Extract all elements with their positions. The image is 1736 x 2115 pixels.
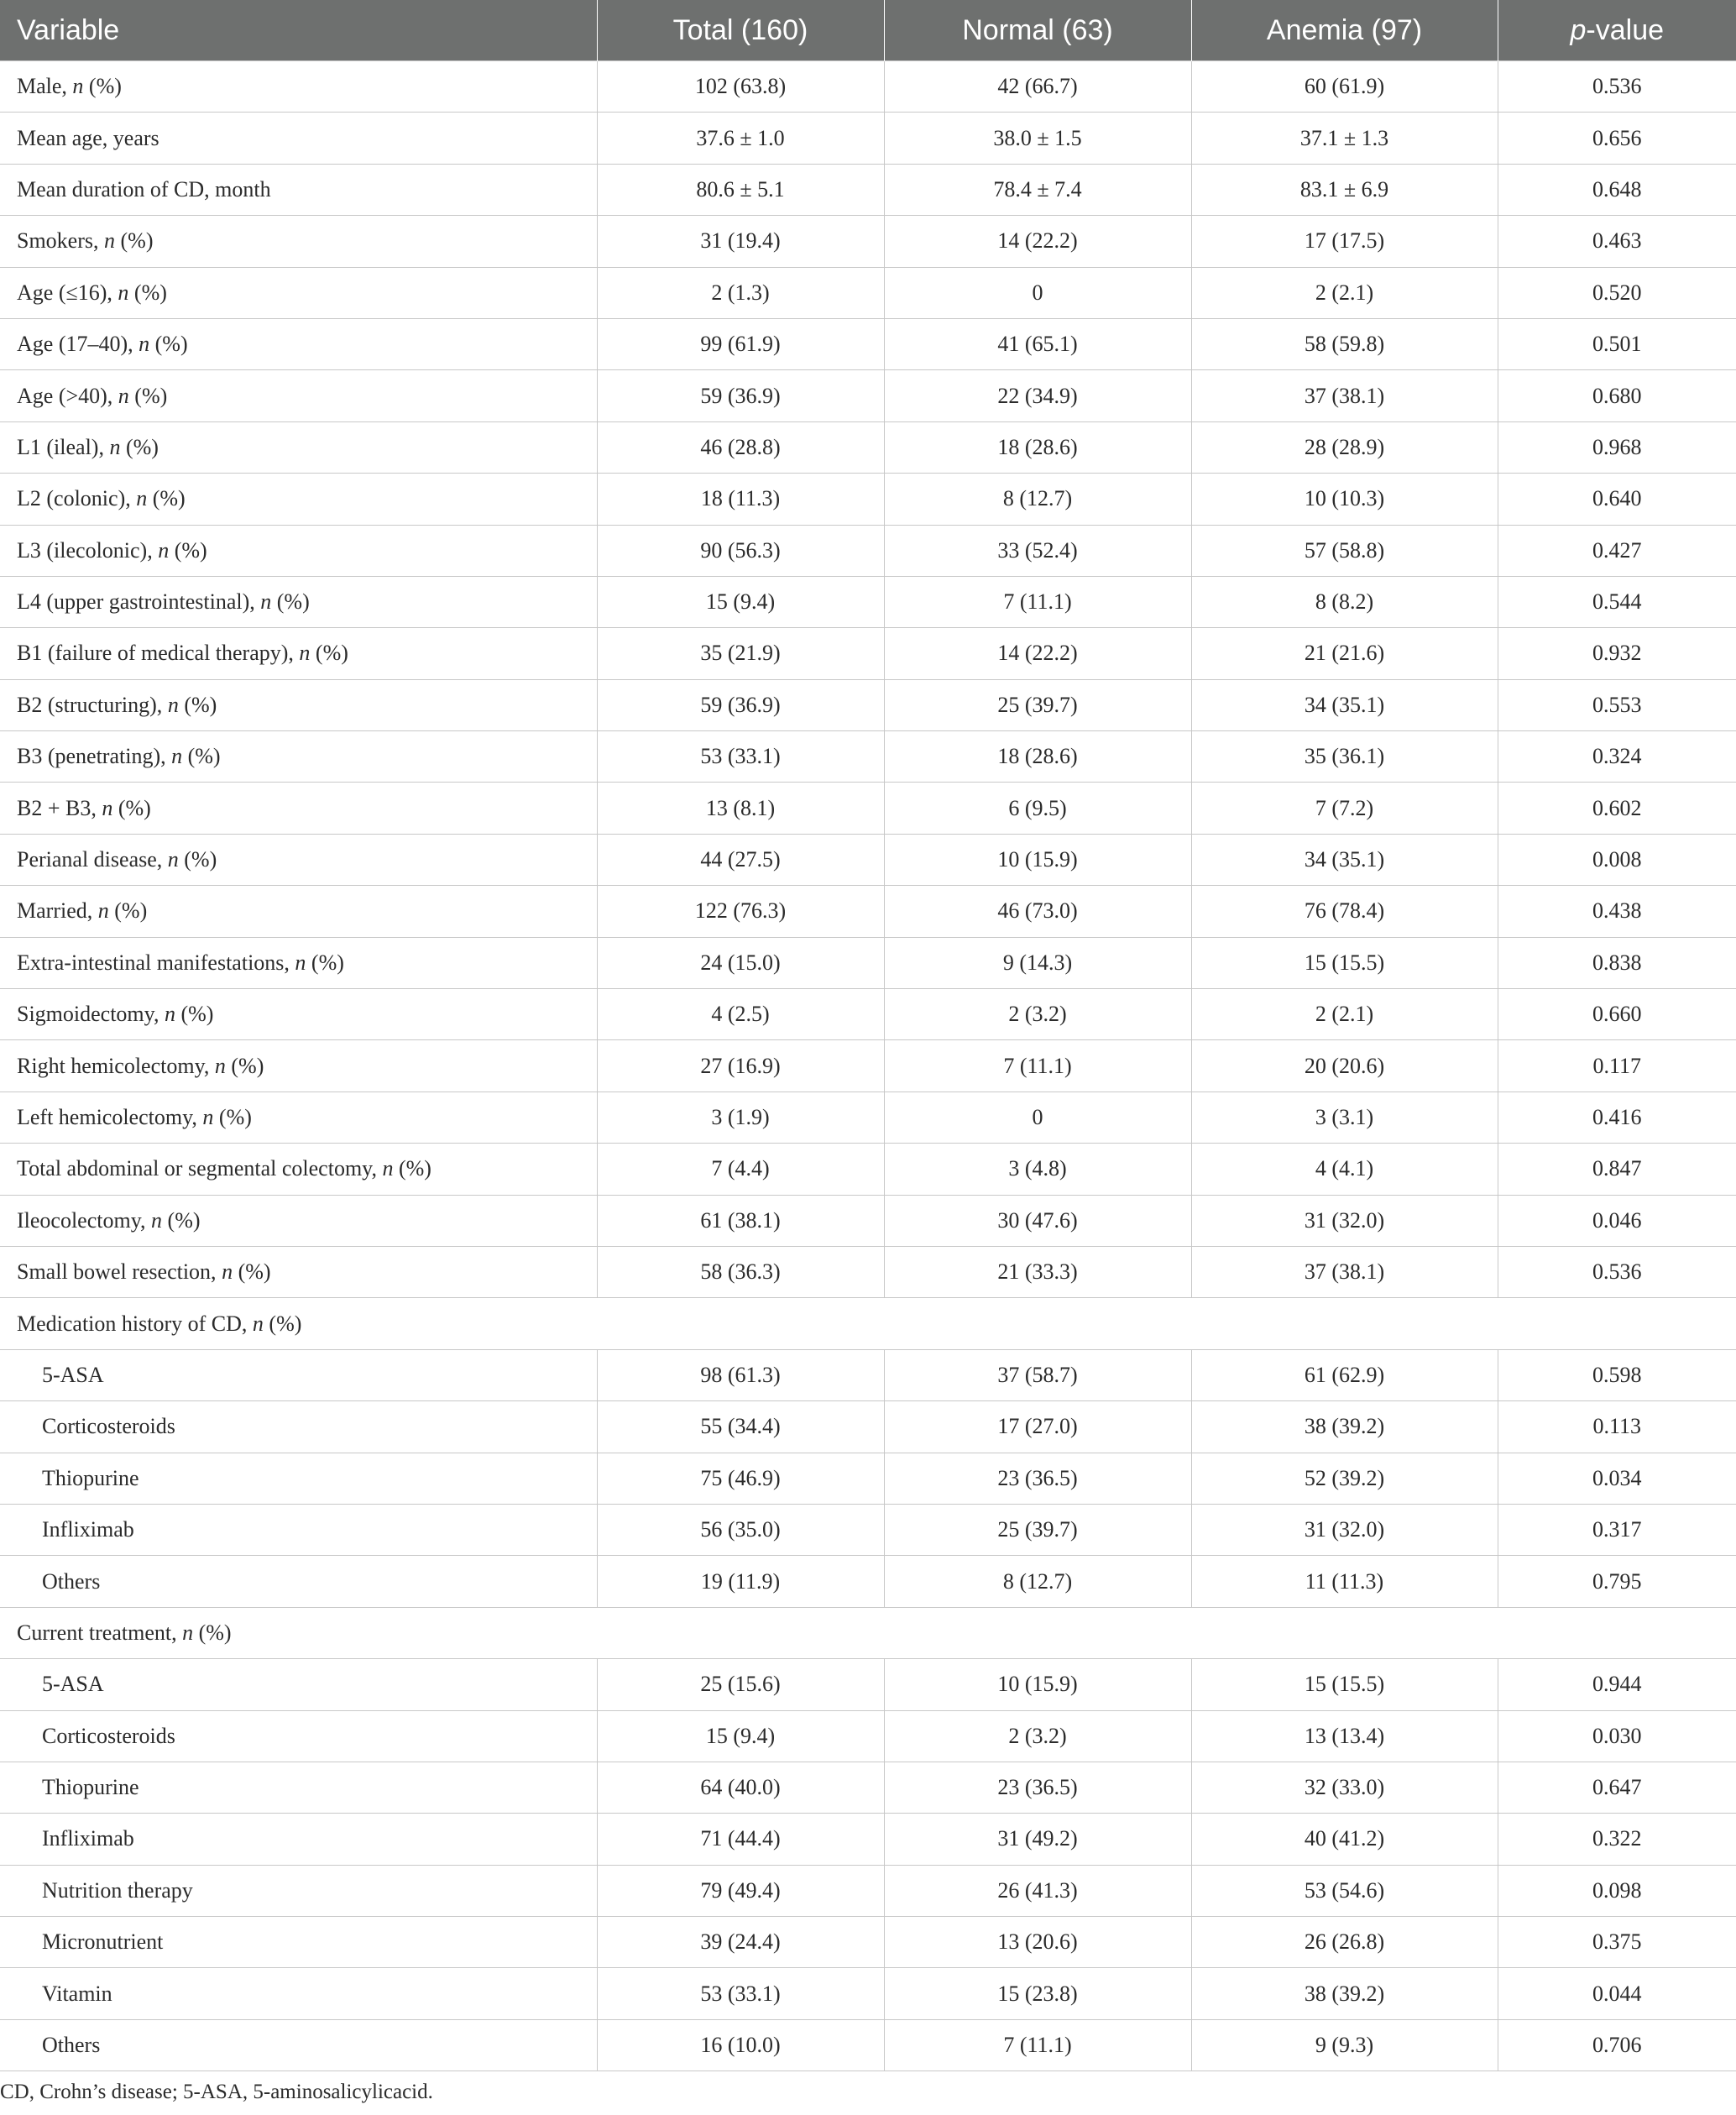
row-label: Sigmoidectomy, n (%) [0, 989, 597, 1040]
cell-p-value: 0.944 [1498, 1659, 1736, 1710]
row-label: Ileocolectomy, n (%) [0, 1195, 597, 1246]
row-label: B2 (structuring), n (%) [0, 679, 597, 730]
cell-anemia: 34 (35.1) [1191, 834, 1498, 885]
table-row [0, 474, 1736, 525]
cell-p-value: 0.438 [1498, 886, 1736, 937]
table-row [0, 1144, 1736, 1195]
cell-normal: 25 (39.7) [884, 1504, 1191, 1555]
cell-total: 4 (2.5) [597, 989, 884, 1040]
cell-p-value: 0.375 [1498, 1917, 1736, 1968]
cell-normal: 3 (4.8) [884, 1144, 1191, 1195]
cell-normal: 7 (11.1) [884, 1040, 1191, 1092]
cell-anemia: 34 (35.1) [1191, 679, 1498, 730]
cell-p-value: 0.660 [1498, 989, 1736, 1040]
table-row [0, 886, 1736, 937]
cell-total: 3 (1.9) [597, 1092, 884, 1143]
table-row [0, 1040, 1736, 1092]
cell-normal: 0 [884, 1092, 1191, 1143]
cell-normal: 42 (66.7) [884, 61, 1191, 113]
cell-p-value: 0.602 [1498, 783, 1736, 834]
cell-normal: 8 (12.7) [884, 1556, 1191, 1607]
cell-p-value: 0.647 [1498, 1762, 1736, 1813]
table-row [0, 164, 1736, 215]
cell-anemia: 61 (62.9) [1191, 1349, 1498, 1400]
cell-normal: 31 (49.2) [884, 1814, 1191, 1865]
table-row [0, 1556, 1736, 1607]
cell-p-value: 0.656 [1498, 113, 1736, 164]
cell-total: 13 (8.1) [597, 783, 884, 834]
table-row [0, 783, 1736, 834]
table-row [0, 1195, 1736, 1246]
cell-p-value: 0.501 [1498, 318, 1736, 369]
table-row [0, 1814, 1736, 1865]
cell-anemia: 11 (11.3) [1191, 1556, 1498, 1607]
cell-p-value: 0.046 [1498, 1195, 1736, 1246]
row-label: Corticosteroids [0, 1401, 597, 1453]
cell-anemia: 2 (2.1) [1191, 267, 1498, 318]
cell-p-value: 0.544 [1498, 576, 1736, 627]
cell-anemia: 8 (8.2) [1191, 576, 1498, 627]
cell-normal: 7 (11.1) [884, 2019, 1191, 2071]
cell-anemia: 9 (9.3) [1191, 2019, 1498, 2071]
cell-normal: 23 (36.5) [884, 1762, 1191, 1813]
cell-total: 58 (36.3) [597, 1246, 884, 1297]
cell-total: 61 (38.1) [597, 1195, 884, 1246]
cell-total: 122 (76.3) [597, 886, 884, 937]
cell-normal: 2 (3.2) [884, 989, 1191, 1040]
table-row [0, 1092, 1736, 1143]
cell-anemia: 83.1 ± 6.9 [1191, 164, 1498, 215]
table-row [0, 61, 1736, 113]
cell-total: 18 (11.3) [597, 474, 884, 525]
cell-total: 15 (9.4) [597, 1710, 884, 1762]
row-label: L4 (upper gastrointestinal), n (%) [0, 576, 597, 627]
cell-total: 19 (11.9) [597, 1556, 884, 1607]
cell-total: 46 (28.8) [597, 421, 884, 473]
row-label: Mean age, years [0, 113, 597, 164]
cell-normal: 2 (3.2) [884, 1710, 1191, 1762]
cell-anemia: 31 (32.0) [1191, 1195, 1498, 1246]
cell-total: 98 (61.3) [597, 1349, 884, 1400]
table-row [0, 1710, 1736, 1762]
cell-anemia: 35 (36.1) [1191, 731, 1498, 783]
cell-p-value: 0.680 [1498, 370, 1736, 421]
section-label: Medication history of CD, n (%) [0, 1298, 1736, 1349]
cell-p-value: 0.317 [1498, 1504, 1736, 1555]
cell-normal: 25 (39.7) [884, 679, 1191, 730]
cell-total: 44 (27.5) [597, 834, 884, 885]
row-label: Infliximab [0, 1814, 597, 1865]
table-row [0, 628, 1736, 679]
cell-p-value: 0.324 [1498, 731, 1736, 783]
cell-normal: 0 [884, 267, 1191, 318]
cell-total: 99 (61.9) [597, 318, 884, 369]
row-label: Perianal disease, n (%) [0, 834, 597, 885]
row-label: Thiopurine [0, 1762, 597, 1813]
cell-anemia: 37 (38.1) [1191, 370, 1498, 421]
cell-p-value: 0.536 [1498, 1246, 1736, 1297]
table-row [0, 937, 1736, 988]
table-row [0, 1917, 1736, 1968]
cell-p-value: 0.030 [1498, 1710, 1736, 1762]
cell-normal: 13 (20.6) [884, 1917, 1191, 1968]
cell-normal: 38.0 ± 1.5 [884, 113, 1191, 164]
table-row [0, 1349, 1736, 1400]
cell-p-value: 0.113 [1498, 1401, 1736, 1453]
cell-total: 59 (36.9) [597, 370, 884, 421]
cell-total: 39 (24.4) [597, 1917, 884, 1968]
cell-anemia: 3 (3.1) [1191, 1092, 1498, 1143]
table-row [0, 370, 1736, 421]
cell-anemia: 40 (41.2) [1191, 1814, 1498, 1865]
cell-p-value: 0.034 [1498, 1453, 1736, 1504]
cell-anemia: 28 (28.9) [1191, 421, 1498, 473]
cell-anemia: 15 (15.5) [1191, 937, 1498, 988]
row-label: Male, n (%) [0, 61, 597, 113]
row-label: Micronutrient [0, 1917, 597, 1968]
cell-normal: 10 (15.9) [884, 1659, 1191, 1710]
cell-total: 59 (36.9) [597, 679, 884, 730]
cell-anemia: 38 (39.2) [1191, 1401, 1498, 1453]
cell-normal: 18 (28.6) [884, 421, 1191, 473]
table-footnote: CD, Crohn’s disease; 5-ASA, 5-aminosalicylicacid. [0, 2081, 433, 2103]
cell-p-value: 0.463 [1498, 216, 1736, 267]
cell-anemia: 57 (58.8) [1191, 525, 1498, 576]
cell-anemia: 26 (26.8) [1191, 1917, 1498, 1968]
cell-normal: 6 (9.5) [884, 783, 1191, 834]
cell-p-value: 0.847 [1498, 1144, 1736, 1195]
cell-total: 24 (15.0) [597, 937, 884, 988]
row-label: 5-ASA [0, 1349, 597, 1400]
cell-total: 79 (49.4) [597, 1865, 884, 1916]
cell-p-value: 0.598 [1498, 1349, 1736, 1400]
cell-anemia: 2 (2.1) [1191, 989, 1498, 1040]
cell-normal: 8 (12.7) [884, 474, 1191, 525]
cell-total: 37.6 ± 1.0 [597, 113, 884, 164]
table-row [0, 525, 1736, 576]
cell-p-value: 0.795 [1498, 1556, 1736, 1607]
cell-p-value: 0.044 [1498, 1968, 1736, 2019]
row-label: Age (≤16), n (%) [0, 267, 597, 318]
cell-p-value: 0.968 [1498, 421, 1736, 473]
table-row [0, 1865, 1736, 1916]
row-label: Extra-intestinal manifestations, n (%) [0, 937, 597, 988]
cell-total: 16 (10.0) [597, 2019, 884, 2071]
cell-anemia: 15 (15.5) [1191, 1659, 1498, 1710]
cell-total: 27 (16.9) [597, 1040, 884, 1092]
cell-p-value: 0.553 [1498, 679, 1736, 730]
cell-total: 7 (4.4) [597, 1144, 884, 1195]
cell-total: 35 (21.9) [597, 628, 884, 679]
cell-anemia: 53 (54.6) [1191, 1865, 1498, 1916]
cell-anemia: 21 (21.6) [1191, 628, 1498, 679]
row-label: Infliximab [0, 1504, 597, 1555]
table-row [0, 1968, 1736, 2019]
row-label: Mean duration of CD, month [0, 164, 597, 215]
header-row [0, 0, 1736, 61]
cell-anemia: 20 (20.6) [1191, 1040, 1498, 1092]
cell-p-value: 0.322 [1498, 1814, 1736, 1865]
section-row [0, 1298, 1736, 1349]
header-variable: Variable [0, 0, 597, 61]
section-label: Current treatment, n (%) [0, 1607, 1736, 1658]
table-row [0, 989, 1736, 1040]
row-label: L2 (colonic), n (%) [0, 474, 597, 525]
cell-normal: 14 (22.2) [884, 628, 1191, 679]
cell-anemia: 17 (17.5) [1191, 216, 1498, 267]
cell-normal: 18 (28.6) [884, 731, 1191, 783]
cell-anemia: 76 (78.4) [1191, 886, 1498, 937]
cell-normal: 14 (22.2) [884, 216, 1191, 267]
cell-p-value: 0.117 [1498, 1040, 1736, 1092]
cell-total: 55 (34.4) [597, 1401, 884, 1453]
cell-normal: 46 (73.0) [884, 886, 1191, 937]
cell-p-value: 0.838 [1498, 937, 1736, 988]
cell-p-value: 0.932 [1498, 628, 1736, 679]
cell-normal: 21 (33.3) [884, 1246, 1191, 1297]
table-row [0, 1659, 1736, 1710]
cell-anemia: 32 (33.0) [1191, 1762, 1498, 1813]
cell-p-value: 0.520 [1498, 267, 1736, 318]
cell-anemia: 52 (39.2) [1191, 1453, 1498, 1504]
row-label: Others [0, 1556, 597, 1607]
cell-normal: 22 (34.9) [884, 370, 1191, 421]
cell-total: 2 (1.3) [597, 267, 884, 318]
cell-total: 71 (44.4) [597, 1814, 884, 1865]
table-body [0, 61, 1736, 2071]
cell-normal: 78.4 ± 7.4 [884, 164, 1191, 215]
row-label: Married, n (%) [0, 886, 597, 937]
row-label: L3 (ilecolonic), n (%) [0, 525, 597, 576]
cell-anemia: 38 (39.2) [1191, 1968, 1498, 2019]
table-row [0, 216, 1736, 267]
cell-normal: 41 (65.1) [884, 318, 1191, 369]
table-row [0, 1246, 1736, 1297]
cell-p-value: 0.008 [1498, 834, 1736, 885]
table-row [0, 267, 1736, 318]
cell-p-value: 0.427 [1498, 525, 1736, 576]
cell-p-value: 0.536 [1498, 61, 1736, 113]
cell-anemia: 31 (32.0) [1191, 1504, 1498, 1555]
row-label: Smokers, n (%) [0, 216, 597, 267]
row-label: Left hemicolectomy, n (%) [0, 1092, 597, 1143]
row-label: Age (17–40), n (%) [0, 318, 597, 369]
row-label: Others [0, 2019, 597, 2071]
table-row [0, 421, 1736, 473]
table-row [0, 1762, 1736, 1813]
cell-normal: 37 (58.7) [884, 1349, 1191, 1400]
cell-anemia: 37 (38.1) [1191, 1246, 1498, 1297]
row-label: 5-ASA [0, 1659, 597, 1710]
row-label: Nutrition therapy [0, 1865, 597, 1916]
cell-total: 102 (63.8) [597, 61, 884, 113]
cell-anemia: 13 (13.4) [1191, 1710, 1498, 1762]
table-row [0, 1504, 1736, 1555]
cell-anemia: 60 (61.9) [1191, 61, 1498, 113]
cell-normal: 15 (23.8) [884, 1968, 1191, 2019]
table-row [0, 1401, 1736, 1453]
cell-total: 90 (56.3) [597, 525, 884, 576]
cell-normal: 26 (41.3) [884, 1865, 1191, 1916]
cell-total: 64 (40.0) [597, 1762, 884, 1813]
row-label: L1 (ileal), n (%) [0, 421, 597, 473]
cell-p-value: 0.706 [1498, 2019, 1736, 2071]
cell-total: 31 (19.4) [597, 216, 884, 267]
header-normal: Normal (63) [884, 0, 1191, 61]
table-row [0, 576, 1736, 627]
table-row [0, 113, 1736, 164]
cell-total: 15 (9.4) [597, 576, 884, 627]
cell-total: 53 (33.1) [597, 731, 884, 783]
row-label: Vitamin [0, 1968, 597, 2019]
header-p-value: p-value [1498, 0, 1736, 61]
cell-normal: 7 (11.1) [884, 576, 1191, 627]
cell-anemia: 4 (4.1) [1191, 1144, 1498, 1195]
cell-total: 56 (35.0) [597, 1504, 884, 1555]
cell-total: 53 (33.1) [597, 1968, 884, 2019]
table-row [0, 679, 1736, 730]
row-label: Small bowel resection, n (%) [0, 1246, 597, 1297]
cell-anemia: 58 (59.8) [1191, 318, 1498, 369]
cell-normal: 30 (47.6) [884, 1195, 1191, 1246]
row-label: Corticosteroids [0, 1710, 597, 1762]
row-label: Age (>40), n (%) [0, 370, 597, 421]
row-label: Thiopurine [0, 1453, 597, 1504]
cell-normal: 23 (36.5) [884, 1453, 1191, 1504]
cell-anemia: 7 (7.2) [1191, 783, 1498, 834]
table-row [0, 731, 1736, 783]
table-row [0, 1453, 1736, 1504]
cell-p-value: 0.648 [1498, 164, 1736, 215]
cell-p-value: 0.416 [1498, 1092, 1736, 1143]
cell-normal: 17 (27.0) [884, 1401, 1191, 1453]
row-label: B2 + B3, n (%) [0, 783, 597, 834]
cell-p-value: 0.640 [1498, 474, 1736, 525]
header-anemia: Anemia (97) [1191, 0, 1498, 61]
row-label: B3 (penetrating), n (%) [0, 731, 597, 783]
row-label: B1 (failure of medical therapy), n (%) [0, 628, 597, 679]
table-row [0, 318, 1736, 369]
cell-normal: 10 (15.9) [884, 834, 1191, 885]
cell-anemia: 37.1 ± 1.3 [1191, 113, 1498, 164]
header-total: Total (160) [597, 0, 884, 61]
cell-anemia: 10 (10.3) [1191, 474, 1498, 525]
cell-normal: 9 (14.3) [884, 937, 1191, 988]
row-label: Total abdominal or segmental colectomy, n (%) [0, 1144, 597, 1195]
cell-total: 25 (15.6) [597, 1659, 884, 1710]
table-row [0, 2019, 1736, 2071]
section-row [0, 1607, 1736, 1658]
cell-normal: 33 (52.4) [884, 525, 1191, 576]
cell-p-value: 0.098 [1498, 1865, 1736, 1916]
table-row [0, 834, 1736, 885]
cell-total: 75 (46.9) [597, 1453, 884, 1504]
row-label: Right hemicolectomy, n (%) [0, 1040, 597, 1092]
cell-total: 80.6 ± 5.1 [597, 164, 884, 215]
